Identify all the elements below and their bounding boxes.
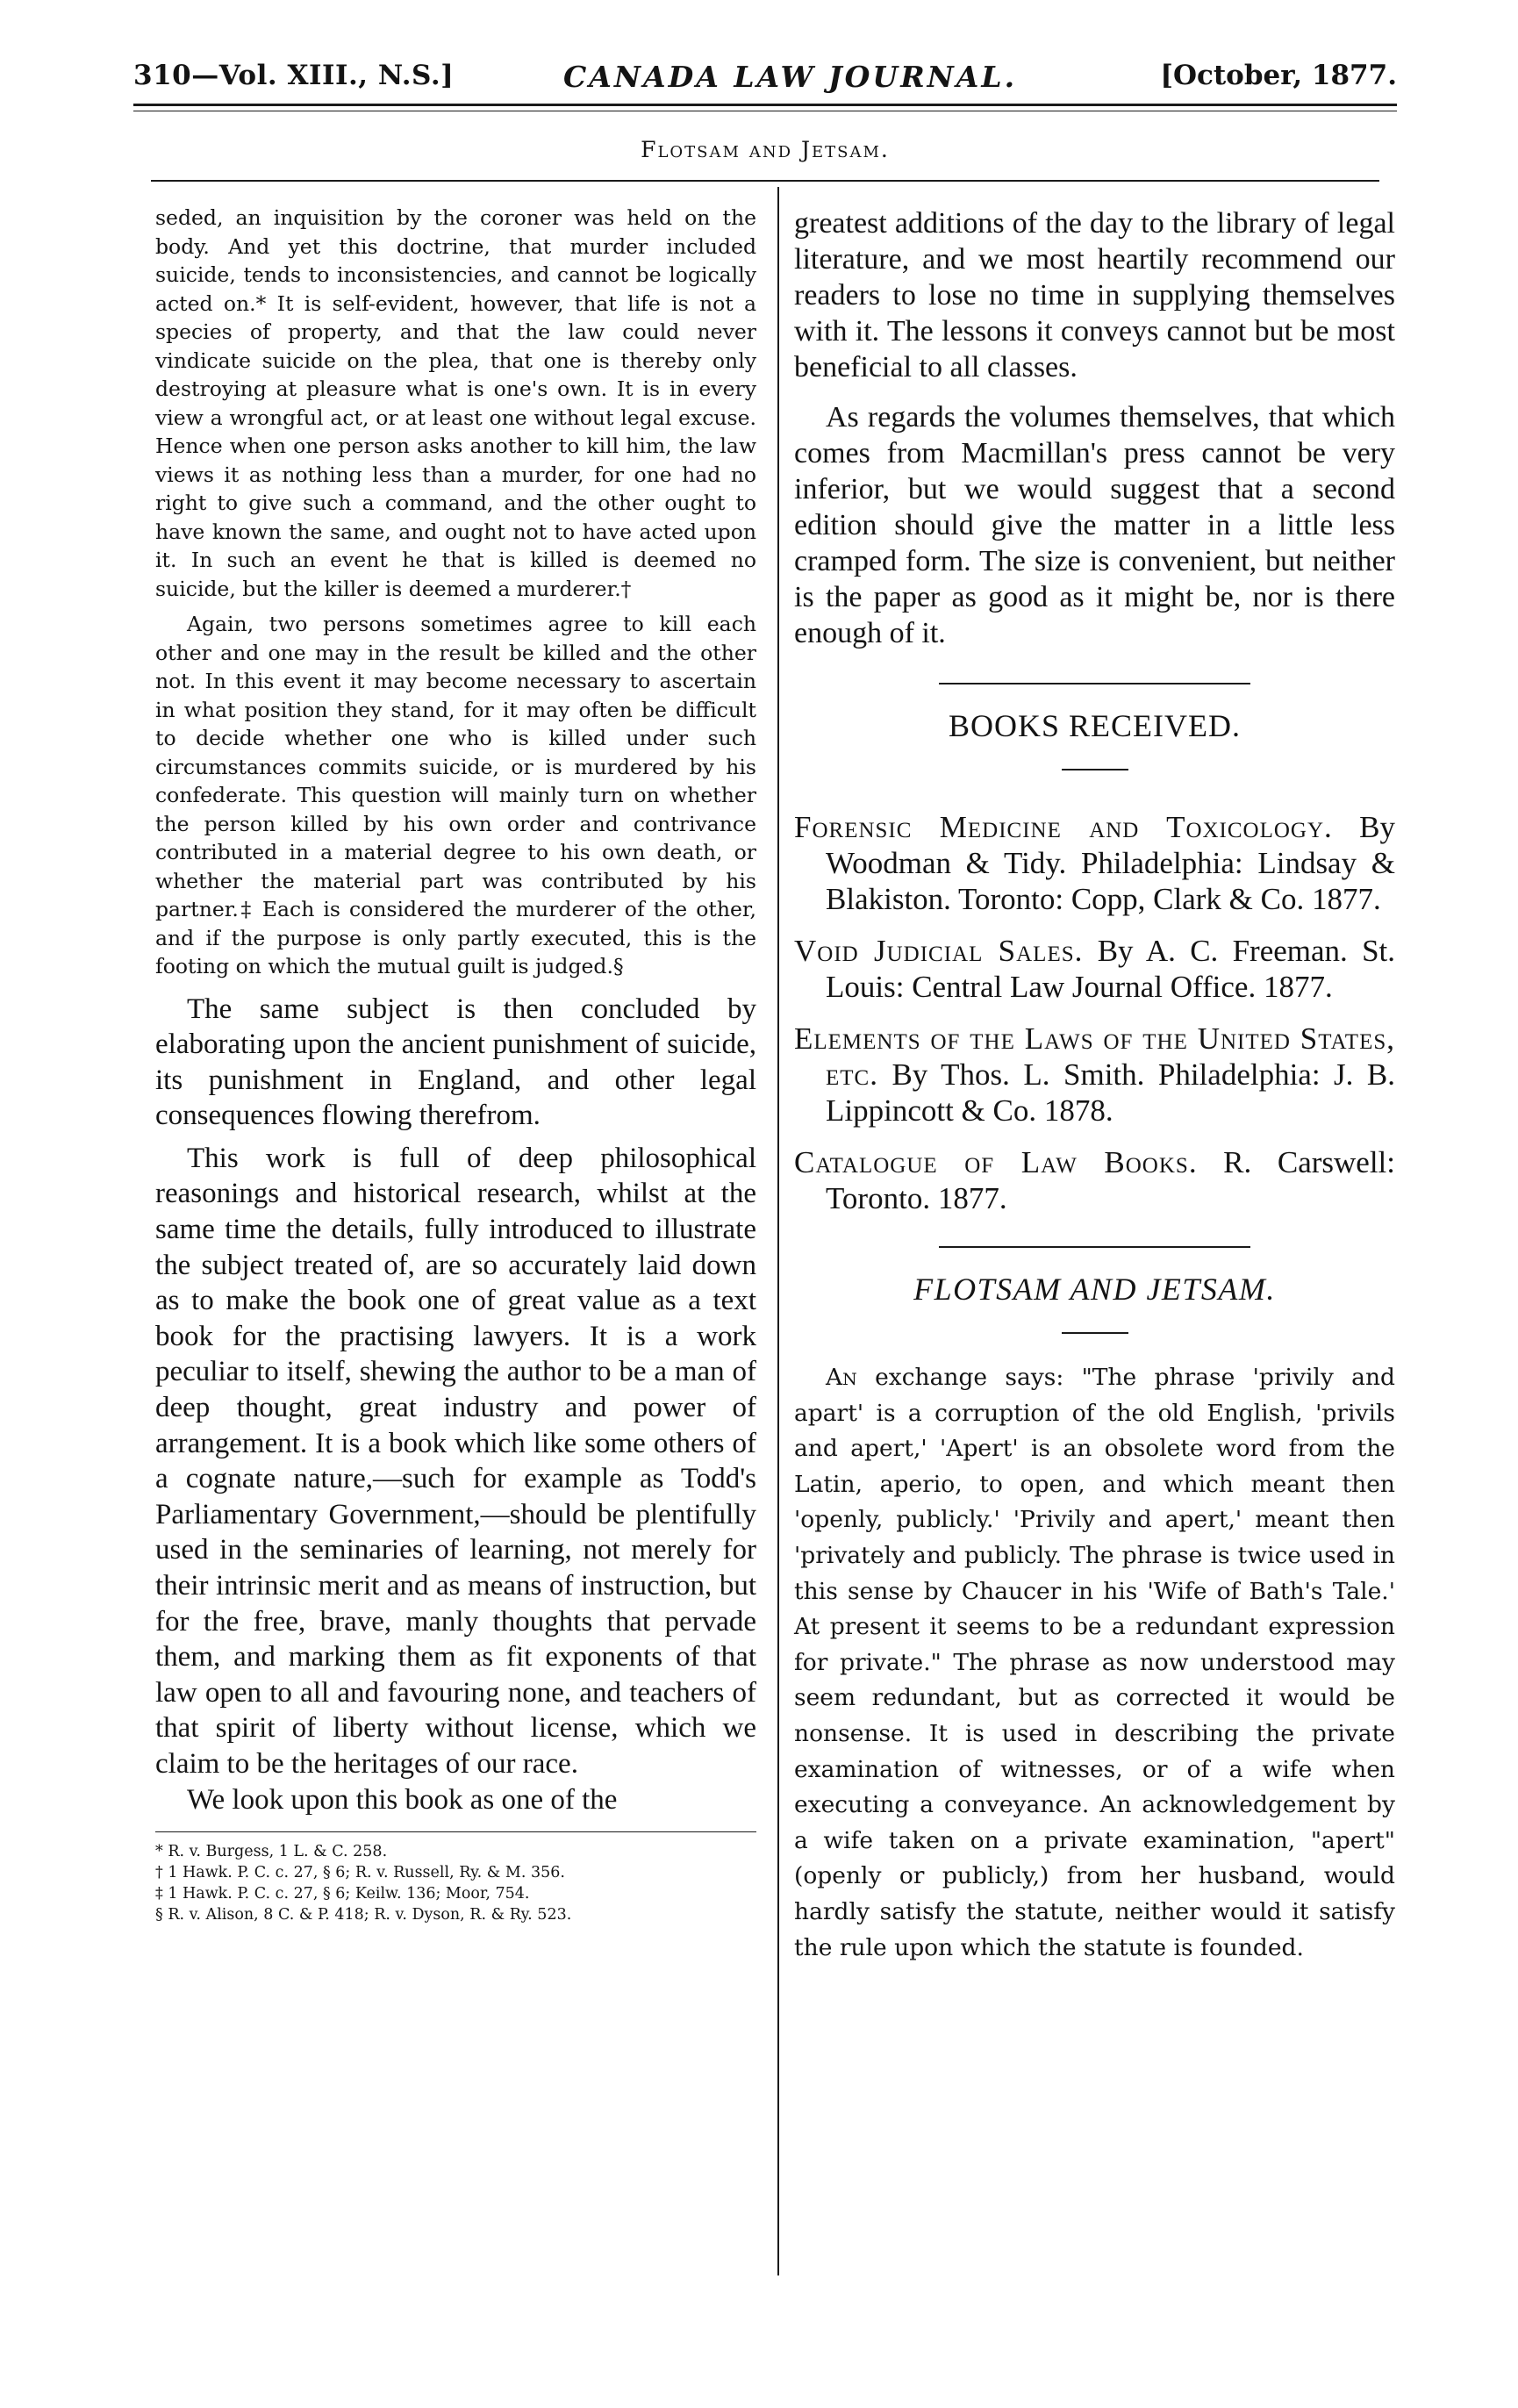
book-entry — [794, 1144, 1395, 1216]
books-received-heading: BOOKS RECEIVED. — [948, 708, 1241, 743]
footnote-rule — [155, 1831, 756, 1832]
footnotes — [155, 1841, 756, 1925]
running-head: Flotsam and Jetsam. — [641, 137, 890, 162]
flotsam-text: exchange says: "The phrase 'privily and apart' is a corruption of the old English, 'privils and apert,' 'Apert' is an obsolete word from the Latin, aperio, to open, and which meant then 'openly, publicly.' 'Privily and apert,' meant then 'privately and publicly. The phrase is twice used in this sense by Chaucer in his 'Wife of Bath's Tale.' At present it seems to be a redundant expression for private." The phrase as now understood may seem redundant, but as corrected it would be nonsense. It is used in describing the private examination of witnesses, or of a wife when executing a conveyance. An acknowledgement by a wife taken on a private examination, "apert" (openly or publicly,) from her husband, would hardly satisfy the statute, neither would it satisfy the rule upon which the statute is founded. — [794, 1364, 1395, 1961]
book-entry — [794, 809, 1395, 917]
body-paragraph: seded, an inquisition by the coroner was held on the body. And yet this doctrine, that murder included suicide, tends to inconsistencies, and cannot be logically acted on.* It is self-evident, however, that life is not a species of property, and that the law could never vindicate suicide on the plea, that one is thereby only destroying at pleasure what is one's own. It is in every view a wrongful act, or at least one without legal excuse. Hence when one person asks another to kill him, the law views it as nothing less than a murder, for one had no right to give such a command, and the other ought to have known the same, and ought not to have acted upon it. In such an event he that is killed is deemed no suicide, but the killer is deemed a murderer.† — [155, 205, 756, 601]
right-column — [794, 205, 1395, 1966]
header-rule-thick — [133, 104, 1397, 106]
body-paragraph: We look upon this book as one of the — [187, 1783, 618, 1816]
book-title: Forensic Medicine and Toxicology. — [794, 810, 1333, 844]
book-title: Void Judicial Sales. — [794, 934, 1084, 968]
book-entry — [794, 933, 1395, 1005]
book-details: By Woodman & Tidy. Philadelphia: Lindsay & Blakiston. Toronto: Copp, Clark & Co. 1877. — [826, 810, 1395, 916]
book-entry — [794, 1021, 1395, 1129]
journal-title: CANADA LAW JOURNAL. — [563, 60, 1018, 94]
book-title: Elements of the Laws of the United States, etc. — [794, 1021, 1395, 1092]
page-number-volume: 310—Vol. XIII., N.S.] — [133, 60, 455, 91]
page-header — [133, 56, 1397, 100]
book-title: Catalogue of Law Books. — [794, 1145, 1198, 1179]
body-paragraph: greatest additions of the day to the library of legal literature, and we most heartily recommend our readers to lose no time in supplying themselves with it. The lessons it conveys cannot but be most beneficial to all classes. — [794, 207, 1395, 383]
book-details: By A. C. Freeman. St. Louis: Central Law Journal Office. 1877. — [826, 934, 1396, 1004]
flotsam-paragraph — [794, 1360, 1395, 1966]
body-paragraph: As regards the volumes themselves, that which comes from Macmillan's press cannot be very inferior, but we would suggest that a second edition should give the matter in a little less cramped form. The size is convenient, but neither is the paper as good as it might be, nor is there enough of it. — [794, 401, 1395, 649]
footnote: § R. v. Alison, 8 C. & P. 418; R. v. Dyson, R. & Ry. 523. — [155, 1906, 572, 1924]
body-paragraph: The same subject is then concluded by elaborating upon the ancient punishment of suicide, its punishment in England, and other legal consequences flowing therefrom. — [155, 993, 756, 1132]
section-rule-short — [1062, 769, 1128, 770]
footnote: † 1 Hawk. P. C. c. 27, § 6; R. v. Russell, Ry. & M. 356. — [155, 1864, 565, 1882]
body-paragraph: This work is full of deep philosophical reasonings and historical research, whilst at the same time the details, fully introduced to illustrate the subject treated of, are so accurately laid down as to make the book one of great value as a text book for the practising lawyers. It is a work peculiar to itself, shewing the author to be a man of deep thought, great industry and power of arrangement. It is a book which like some others of a cognate nature,—such for example as Todd's Parliamentary Government,—should be plentifully used in the seminaries of learning, not merely for their intrinsic merit and as means of instruction, but for the free, brave, manly thoughts that pervade them, and marking them as fit exponents of that law open to all and favouring none, and teachers of that spirit of liberty without license, which we claim to be the heritages of our race. — [155, 1142, 756, 1780]
section-rule — [939, 1246, 1250, 1248]
left-column — [155, 204, 756, 1925]
book-details: R. Carswell: Toronto. 1877. — [826, 1145, 1395, 1215]
column-separator — [777, 187, 779, 2275]
section-rule-short — [1062, 1332, 1128, 1334]
section-rule — [939, 683, 1250, 684]
issue-date: [October, 1877. — [1160, 60, 1397, 91]
footnote: * R. v. Burgess, 1 L. & C. 258. — [155, 1843, 388, 1861]
footnote: ‡ 1 Hawk. P. C. c. 27, § 6; Keilw. 136; Moor, 754. — [155, 1885, 530, 1903]
lead-word: An — [826, 1364, 857, 1391]
body-paragraph: Again, two persons sometimes agree to kill each other and one may in the result be killed and the other not. In this event it may become necessary to ascertain in what position they stand, for it may often be difficult to decide whether one who is killed under such circumstances commits suicide, or is murdered by his confederate. This question will mainly turn on whether the person killed by his own order and contrivance contributed in a material degree to his own death, or whether the material part was contributed by his partner.‡ Each is considered the murderer of the other, and if the purpose is only partly executed, this is the footing on which the mutual guilt is judged.§ — [155, 612, 756, 978]
book-details: By Thos. L. Smith. Philadelphia: J. B. Lippincott & Co. 1878. — [826, 1057, 1395, 1128]
running-head-rule — [151, 180, 1379, 182]
flotsam-heading: FLOTSAM AND JETSAM. — [913, 1272, 1276, 1307]
